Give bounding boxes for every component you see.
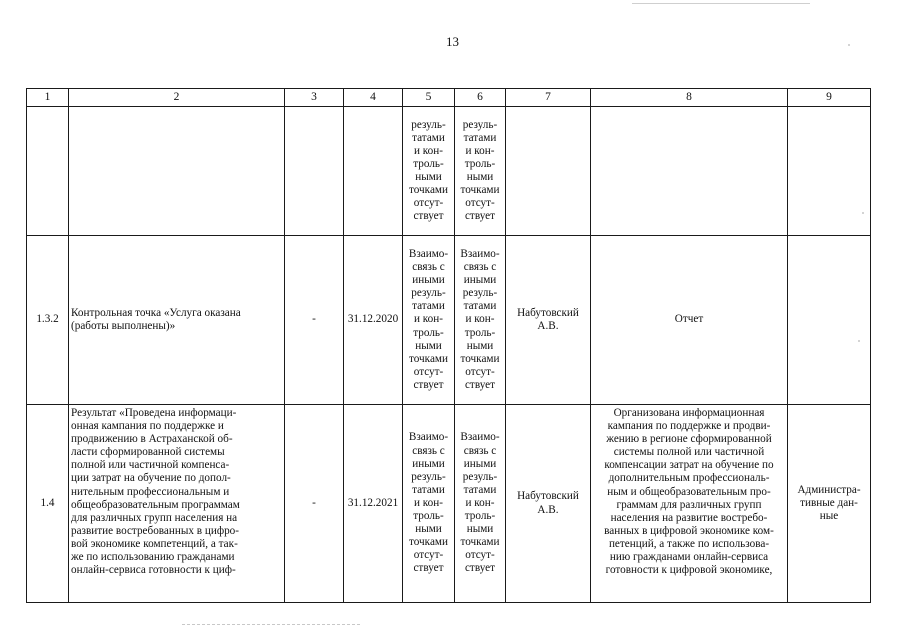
cell-empty [27, 107, 69, 236]
table-row-1-4 [27, 405, 871, 603]
table-row-1-3-2 [27, 236, 871, 405]
header-cell: 1 [27, 89, 69, 107]
cell-empty [344, 107, 403, 236]
cell-interrelation [455, 107, 506, 236]
header-cell: 8 [591, 89, 788, 107]
cell-start-date: - [285, 236, 344, 405]
header-cell: 3 [285, 89, 344, 107]
header-cell: 6 [455, 89, 506, 107]
cell-empty [285, 107, 344, 236]
interrelation-text: Взаимо- связь с иными резуль- татами и кон- троль- ными точками отсут- ствует [408, 431, 449, 575]
interrelation-text: резуль- татами и кон- троль- ными точками отсут- ствует [460, 118, 500, 223]
responsible-text: Набутовский А.В. [517, 306, 579, 332]
source-text: Администра- тивные дан- ные [797, 483, 861, 523]
plan-table [26, 88, 871, 603]
cell-source [788, 236, 871, 405]
cell-name [69, 405, 285, 603]
cell-number: 1.4 [27, 405, 69, 603]
name-text: Контрольная точка «Услуга оказана (работы выполнены)» [71, 306, 241, 332]
header-cell: 2 [69, 89, 285, 107]
cell-empty [591, 107, 788, 236]
cell-interrelation [403, 236, 455, 405]
header-cell: 9 [788, 89, 871, 107]
responsible-text: Набутовский А.В. [517, 490, 579, 516]
header-cell: 5 [403, 89, 455, 107]
cell-number: 1.3.2 [27, 236, 69, 405]
cell-result [591, 405, 788, 603]
scan-artifact-line [182, 624, 360, 625]
cell-source [788, 405, 871, 603]
cell-end-date: 31.12.2020 [344, 236, 403, 405]
cell-interrelation [455, 405, 506, 603]
header-cell: 4 [344, 89, 403, 107]
cell-responsible [506, 236, 591, 405]
cell-empty [69, 107, 285, 236]
table-row-continuation [27, 107, 871, 236]
cell-result: Отчет [591, 236, 788, 405]
cell-start-date: - [285, 405, 344, 603]
page-number: 13 [446, 34, 459, 49]
name-text: Результат «Проведена информаци- онная кампания по поддержке и продвижению в Астраханской об- ласти сформированной системы полной или частичной компенса- ции затрат на обучение по допол- нительным профессиональным и общеобразовательным программам для различных групп населения на развитие востребованных в цифро- вой экономике компетенций, а так- же по использованию гражданами онлайн-сервиса готовности к циф- [71, 407, 240, 577]
cell-end-date: 31.12.2021 [344, 405, 403, 603]
interrelation-text: Взаимо- связь с иными резуль- татами и кон- троль- ными точками отсут- ствует [460, 247, 500, 391]
scan-artifact-line [632, 3, 810, 4]
cell-interrelation [403, 107, 455, 236]
cell-empty [788, 107, 871, 236]
cell-interrelation [455, 236, 506, 405]
cell-responsible [506, 405, 591, 603]
interrelation-text: резуль- татами и кон- троль- ными точками отсут- ствует [409, 118, 448, 223]
result-text: Организована информационная кампания по поддержке и продви- жению в регионе сформированной системы полной или частичной компенсации затрат на обучение по дополнительным профессиональ- ным и общеобразовательным про- граммам для различных групп населения на развитие востребо- ванных в цифровой экономике ком- петенций, а также по использова- нию гражданами онлайн-сервиса готовности к цифровой экономике, [604, 407, 774, 577]
table-header-row [27, 89, 871, 107]
cell-empty [506, 107, 591, 236]
interrelation-text: Взаимо- связь с иными резуль- татами и кон- троль- ными точками отсут- ствует [460, 431, 500, 575]
interrelation-text: Взаимо- связь с иными резуль- татами и кон- троль- ными точками отсут- ствует [408, 247, 449, 391]
cell-interrelation [403, 405, 455, 603]
cell-name [69, 236, 285, 405]
header-cell: 7 [506, 89, 591, 107]
